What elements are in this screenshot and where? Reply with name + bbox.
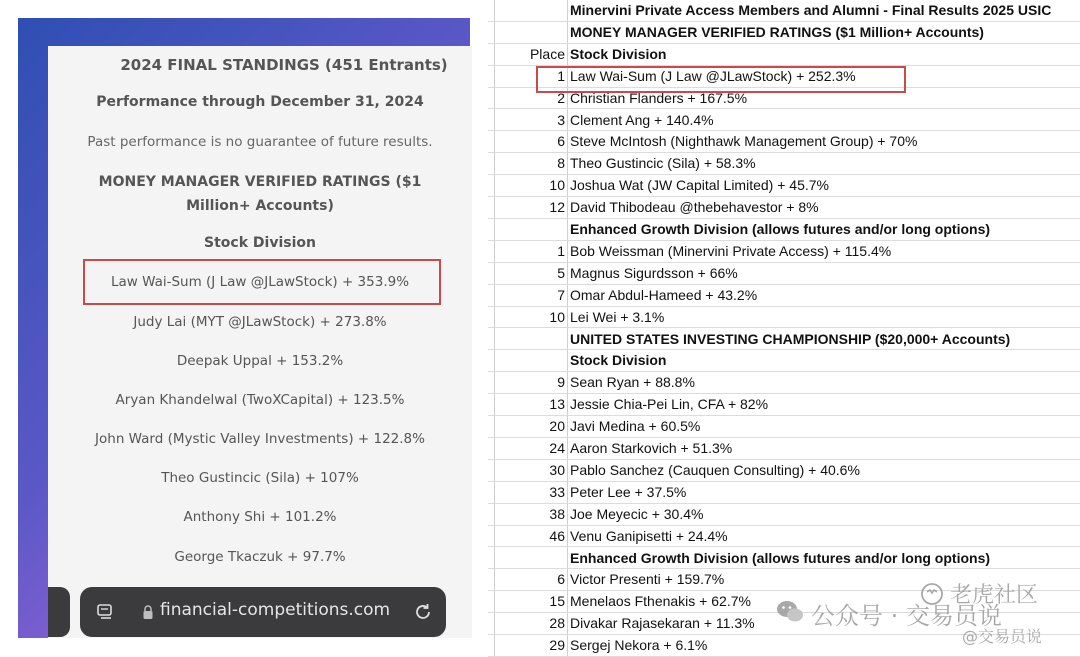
entry-cell: David Thibodeau @thebehavestor + 8% — [570, 199, 819, 216]
standing-entry: George Tkaczuk + 97.7% — [174, 549, 346, 565]
entry-cell: Jessie Chia-Pei Lin, CFA + 82% — [570, 396, 769, 413]
entry-cell: Bob Weissman (Minervini Private Access) + 115.4% — [570, 242, 892, 259]
entry-cell: Stock Division — [570, 45, 667, 62]
place-cell: 12 — [549, 199, 565, 216]
entry-cell: Stock Division — [570, 352, 667, 369]
place-cell: 38 — [549, 505, 565, 522]
place-cell: 3 — [557, 111, 565, 128]
watermark-handle: @交易员说 — [962, 627, 1043, 646]
rating-heading: MONEY MANAGER VERIFIED RATINGS ($1 Million+ Accounts) — [98, 174, 422, 214]
place-cell: 13 — [549, 396, 565, 413]
tiger-watermark-text: 老虎社区 — [950, 583, 1039, 608]
browser-back-area[interactable] — [48, 587, 70, 637]
result-row — [488, 153, 1080, 175]
phone-screenshot — [18, 18, 470, 638]
place-cell: 7 — [557, 286, 565, 303]
page-title: 2024 FINAL STANDINGS (451 Entrants) — [120, 56, 448, 74]
entry-cell: Christian Flanders + 167.5% — [570, 89, 748, 106]
url-text[interactable]: financial-competitions.com — [160, 600, 391, 620]
entry-cell: Javi Medina + 60.5% — [570, 418, 701, 435]
place-cell: 29 — [549, 637, 565, 654]
section-header-row — [488, 22, 1080, 44]
place-cell: 30 — [549, 461, 565, 478]
place-cell: 46 — [549, 527, 565, 544]
place-cell: 33 — [549, 483, 565, 500]
section-header-row — [488, 350, 1080, 372]
entry-cell: Magnus Sigurdsson + 66% — [570, 264, 738, 281]
entry-cell: UNITED STATES INVESTING CHAMPIONSHIP ($20,000+ Accounts) — [570, 330, 1011, 347]
result-row — [488, 372, 1080, 394]
result-row — [488, 526, 1080, 548]
result-row — [488, 263, 1080, 285]
entry-cell: Minervini Private Access Members and Alumni - Final Results 2025 USIC — [570, 2, 1052, 18]
place-cell: 28 — [549, 615, 565, 632]
highlight-box — [83, 259, 441, 305]
place-cell: 2 — [557, 89, 565, 106]
entry-cell: Divakar Rajasekaran + 11.3% — [570, 615, 755, 632]
section-header-row — [488, 44, 1080, 66]
entry-cell: Joshua Wat (JW Capital Limited) + 45.7% — [570, 177, 829, 194]
entry-cell: Enhanced Growth Division (allows futures and/or long options) — [570, 549, 991, 566]
wechat-logo-icon — [775, 598, 805, 626]
place-cell: 6 — [557, 133, 565, 150]
entry-cell: Sergej Nekora + 6.1% — [570, 637, 708, 654]
wechat-watermark-text: 公众号 · 交易员说 — [811, 602, 1002, 630]
place-cell: Place — [529, 45, 565, 62]
result-row — [488, 241, 1080, 263]
section-header-row — [488, 329, 1080, 351]
place-cell: 5 — [557, 264, 565, 281]
division-heading: Stock Division — [204, 235, 316, 251]
result-row — [488, 285, 1080, 307]
section-header-row — [488, 548, 1080, 570]
standing-entry: Deepak Uppal + 153.2% — [176, 353, 344, 369]
place-cell: 10 — [549, 308, 565, 325]
entry-cell: Joe Meyecic + 30.4% — [570, 505, 704, 522]
entry-cell: Venu Ganipisetti + 24.4% — [570, 527, 728, 544]
standings-page — [48, 46, 472, 638]
result-row — [488, 460, 1080, 482]
place-cell: 1 — [557, 67, 565, 84]
result-row — [488, 416, 1080, 438]
results-spreadsheet — [488, 0, 1080, 657]
entry-cell: Steve McIntosh (Nighthawk Management Group) + 70% — [570, 133, 918, 150]
entry-cell: Enhanced Growth Division (allows futures and/or long options) — [570, 221, 991, 237]
browser-address-bar[interactable] — [80, 587, 446, 637]
page-subtitle: Performance through December 31, 2024 — [96, 94, 424, 110]
entry-cell: Victor Presenti + 159.7% — [570, 571, 725, 588]
reload-icon[interactable] — [412, 601, 434, 623]
standing-entry: Aryan Khandelwal (TwoXCapital) + 123.5% — [115, 392, 405, 408]
standing-entry: Judy Lai (MYT @JLawStock) + 273.8% — [133, 314, 387, 330]
result-row — [488, 504, 1080, 526]
place-cell: 8 — [557, 155, 565, 172]
tabs-icon[interactable] — [96, 602, 116, 622]
standing-entry: Theo Gustincic (Sila) + 107% — [161, 470, 359, 486]
result-row — [488, 110, 1080, 132]
place-cell: 24 — [549, 440, 565, 456]
standing-entry: Anthony Shi + 101.2% — [183, 509, 337, 525]
entry-cell: Peter Lee + 37.5% — [570, 483, 687, 500]
entry-cell: Lei Wei + 3.1% — [570, 308, 665, 325]
result-row — [488, 131, 1080, 153]
entry-cell: Omar Abdul-Hameed + 43.2% — [570, 286, 758, 303]
standing-entry: John Ward (Mystic Valley Investments) + 122.8% — [95, 431, 425, 447]
place-cell: 1 — [557, 242, 565, 259]
place-cell: 9 — [557, 374, 565, 391]
entry-cell: Aaron Starkovich + 51.3% — [570, 440, 733, 456]
result-row — [488, 175, 1080, 197]
place-cell: 20 — [549, 418, 565, 435]
lock-icon — [142, 604, 154, 620]
entry-cell: Menelaos Fthenakis + 62.7% — [570, 593, 751, 610]
entry-cell: MONEY MANAGER VERIFIED RATINGS ($1 Million+ Accounts) — [570, 23, 984, 40]
result-row — [488, 197, 1080, 219]
entry-cell: Clement Ang + 140.4% — [570, 111, 714, 128]
result-row — [488, 438, 1080, 460]
place-cell: 15 — [549, 593, 565, 610]
entry-cell: Law Wai-Sum (J Law @JLawStock) + 252.3% — [570, 67, 856, 84]
place-cell: 6 — [557, 571, 565, 588]
result-row — [488, 307, 1080, 329]
entry-cell: Theo Gustincic (Sila) + 58.3% — [570, 155, 756, 172]
entry-cell: Pablo Sanchez (Cauquen Consulting) + 40.6% — [570, 461, 860, 478]
result-row — [488, 482, 1080, 504]
highlight-box — [536, 66, 906, 93]
standing-entry: Law Wai-Sum (J Law @JLawStock) + 353.9% — [110, 274, 410, 290]
section-header-row — [488, 219, 1080, 241]
place-cell: 10 — [549, 177, 565, 194]
disclaimer: Past performance is no guarantee of future results. — [87, 134, 433, 150]
section-header-row — [488, 0, 1080, 22]
result-row — [488, 394, 1080, 416]
entry-cell: Sean Ryan + 88.8% — [570, 374, 695, 391]
